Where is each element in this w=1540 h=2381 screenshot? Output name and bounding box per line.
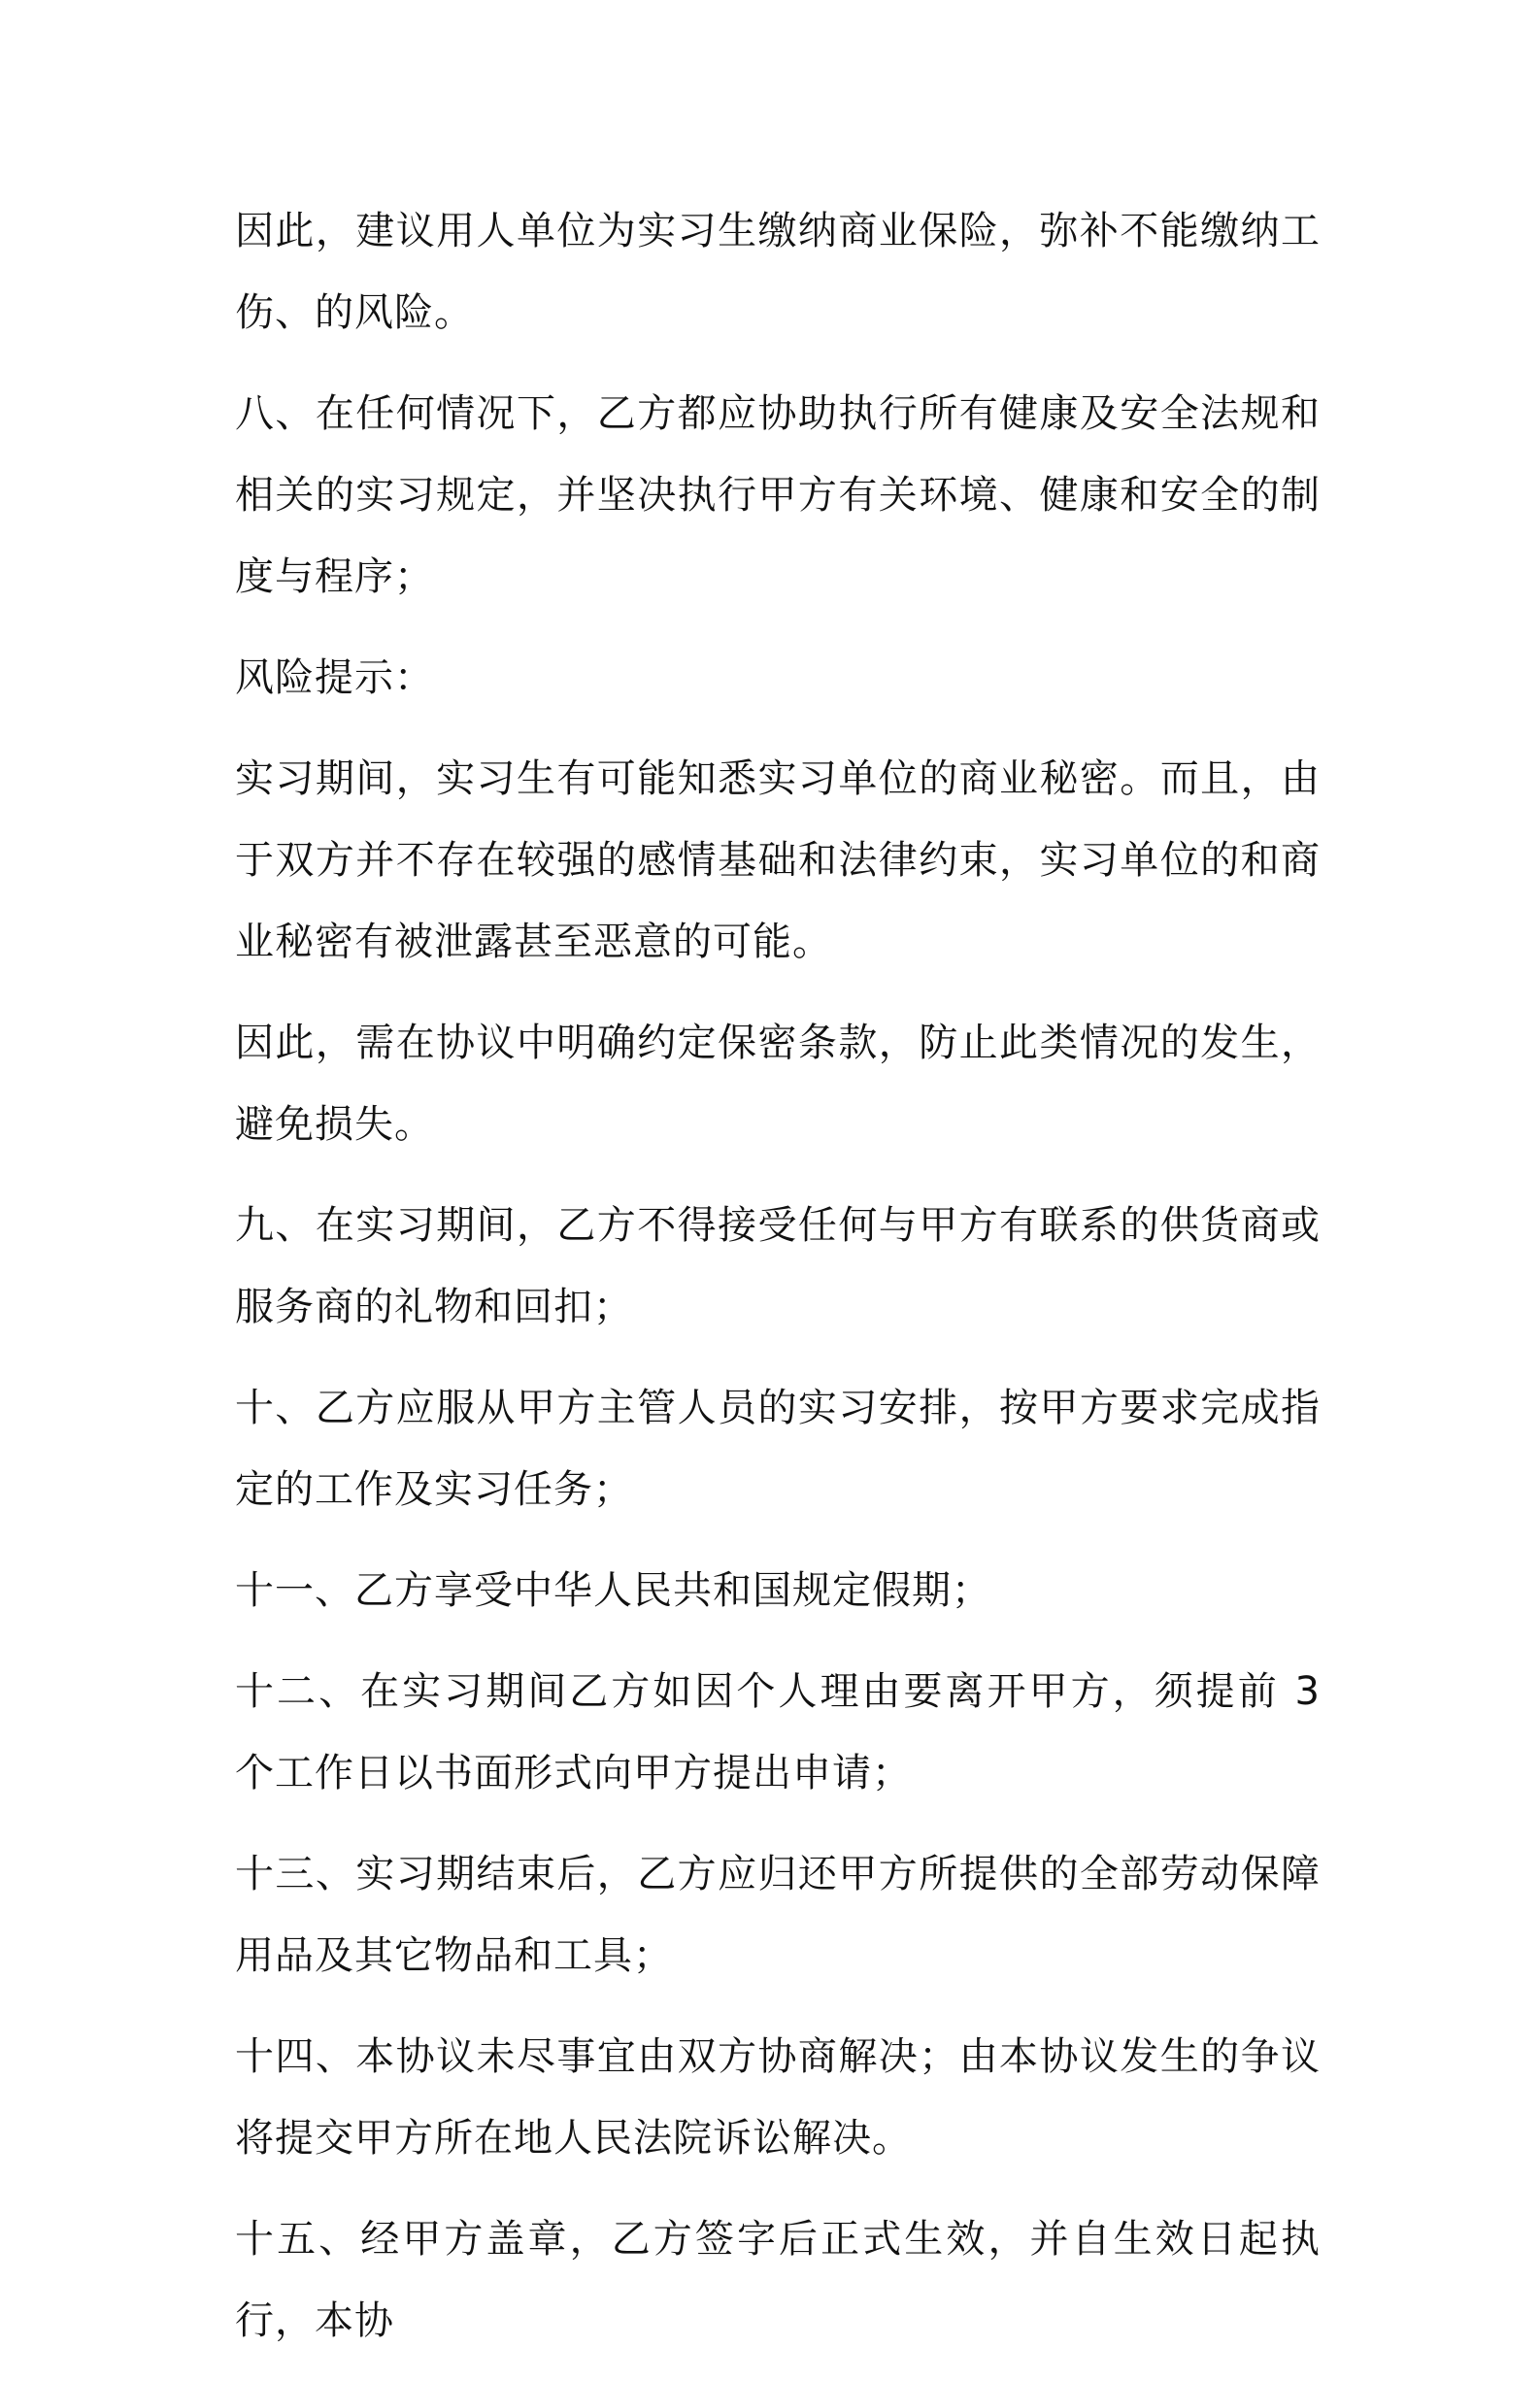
paragraph-clause-12: 十二、在实习期间乙方如因个人理由要离开甲方，须提前 3 个工作日以书面形式向甲方提出申请； bbox=[235, 1669, 1321, 1795]
paragraph-confidentiality-advice: 因此，需在协议中明确约定保密条款，防止此类情况的发生，避免损失。 bbox=[235, 1021, 1321, 1147]
paragraph-insurance-advice: 因此，建议用人单位为实习生缴纳商业保险，弥补不能缴纳工伤、的风险。 bbox=[235, 209, 1321, 335]
paragraph-clause-10: 十、乙方应服从甲方主管人员的实习安排，按甲方要求完成指定的工作及实习任务； bbox=[235, 1386, 1321, 1512]
paragraph-clause-13: 十三、实习期结束后，乙方应归还甲方所提供的全部劳动保障用品及其它物品和工具； bbox=[235, 1852, 1321, 1978]
paragraph-clause-14: 十四、本协议未尽事宜由双方协商解决；由本协议发生的争议将提交甲方所在地人民法院诉讼解决。 bbox=[235, 2034, 1321, 2161]
paragraph-risk-description: 实习期间，实习生有可能知悉实习单位的商业秘密。而且，由于双方并不存在较强的感情基础和法律约束，实习单位的和商业秘密有被泄露甚至恶意的可能。 bbox=[235, 756, 1321, 964]
paragraph-clause-9: 九、在实习期间，乙方不得接受任何与甲方有联系的供货商或服务商的礼物和回扣； bbox=[235, 1203, 1321, 1329]
paragraph-risk-heading: 风险提示： bbox=[235, 655, 434, 700]
paragraph-clause-11: 十一、乙方享受中华人民共和国规定假期； bbox=[235, 1568, 991, 1613]
document-body bbox=[235, 190, 1321, 2381]
paragraph-clause-15: 十五、经甲方盖章，乙方签字后正式生效，并自生效日起执行，本协 bbox=[235, 2217, 1321, 2343]
paragraph-clause-8: 八、在任何情况下，乙方都应协助执行所有健康及安全法规和相关的实习规定，并坚决执行甲方有关环境、健康和安全的制度与程序； bbox=[235, 391, 1321, 599]
